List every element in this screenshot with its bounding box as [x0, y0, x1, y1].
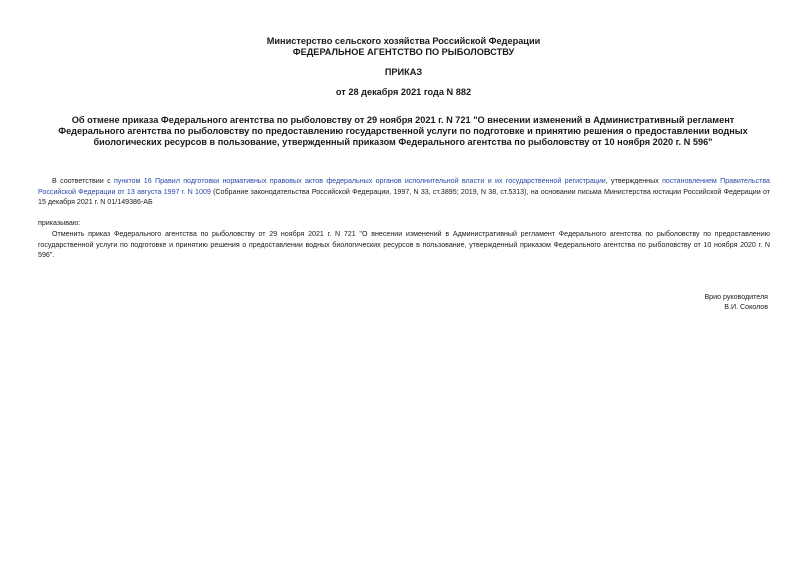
ministry-name: Министерство сельского хозяйства Российской Федерации — [266, 36, 541, 46]
document-type: ПРИКАЗ — [384, 67, 423, 77]
document-date-number: от 28 декабря 2021 года N 882 — [335, 87, 472, 97]
signatory-position: Врио руководителя — [704, 293, 768, 301]
resolution-link[interactable]: постановлением Правительства Российской Федерации от 13 августа 1997 г. N 1009 — [38, 177, 770, 196]
order-paragraph: Отменить приказ Федерального агентства по рыболовству от 29 ноября 2021 г. N 721 "О внесении изменений в Административный регламент Федерального агентства по рыболовству по предоставлению государственной услуги по подготовке и принятию решения о предоставлении водных биологических ресурсов в пользование, утвержденный приказом Федерального агентства по рыболовству от 10 ноября 2020 г. N 596". — [38, 230, 770, 259]
rules-link[interactable]: пунктом 16 Правил подготовки нормативных правовых актов федеральных органов исполнительной власти и их государственной регистрации — [113, 177, 606, 185]
preamble-text-1: В соответствии с — [52, 177, 114, 185]
order-word: приказываю: — [38, 219, 81, 227]
preamble-paragraph — [38, 176, 770, 208]
agency-name: ФЕДЕРАЛЬНОЕ АГЕНТСТВО ПО РЫБОЛОВСТВУ — [292, 47, 515, 57]
preamble-text-2: , утвержденных — [605, 177, 663, 185]
document-title: Об отмене приказа Федерального агентства по рыболовству от 29 ноября 2021 г. N 721 "О внесении изменений в Административный регламент Федерального агентства по рыболовству по предоставлению государственной услуги по подготовке и принятию решения о предоставлении водных биологических ресурсов в пользование, утвержденный приказом Федерального агентства по рыболовству от 10 ноября 2020 г. N 596" — [58, 115, 748, 147]
signatory-name: В.И. Соколов — [724, 303, 768, 311]
preamble-text-3: (Собрание законодательства Российской Федерации, 1997, N 33, ст.3895; 2019, N 38, ст.5313), на основании письма Министерства юстиции Российской Федерации от 15 декабря 2021 г. N 01/149386-АБ — [38, 187, 770, 206]
